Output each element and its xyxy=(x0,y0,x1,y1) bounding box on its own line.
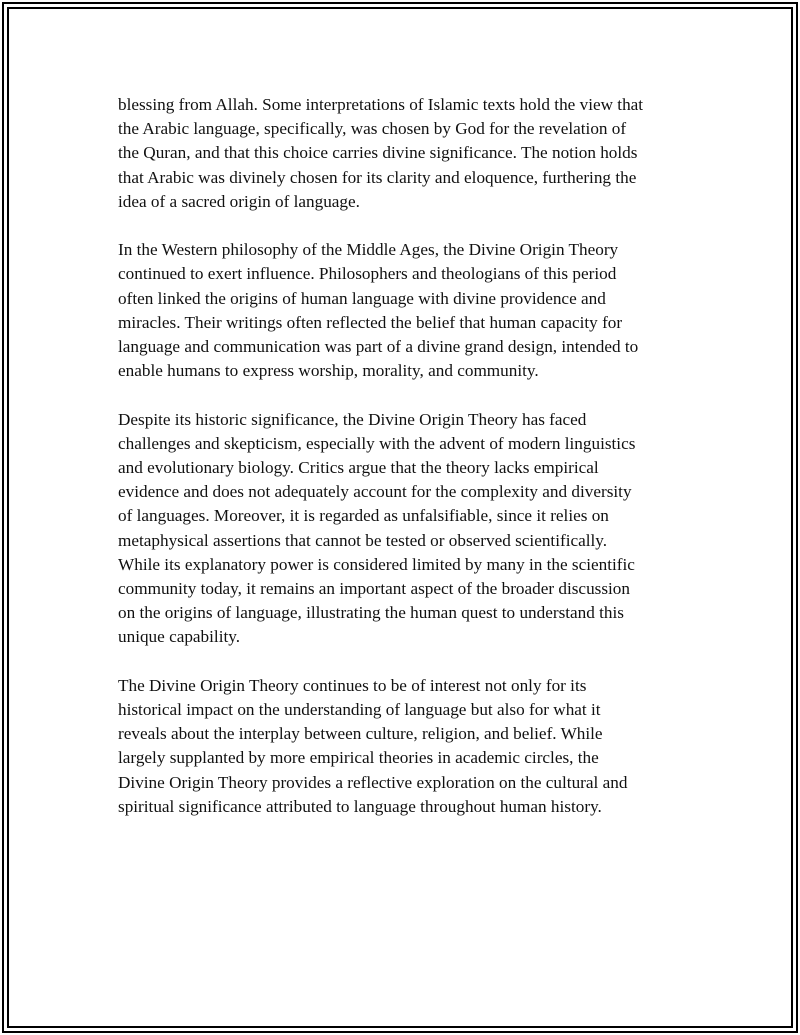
paragraph-3: Despite its historic significance, the Divine Origin Theory has faced challenges and skepticism, especially with the advent of modern linguistics and evolutionary biology. Critics argue that the theory lacks empirical evidence and does not adequately account for the complexity and diversity of languages. Moreover, it is regarded as unfalsifiable, since it relies on metaphysical assertions that cannot be tested or observed scientifically. While its explanatory power is considered limited by many in the scientific community today, it remains an important aspect of the broader discussion on the origins of language, illustrating the human quest to understand this unique capability. xyxy=(118,409,636,647)
paragraph-2: In the Western philosophy of the Middle Ages, the Divine Origin Theory continued to exert influence. Philosophers and theologians of this period often linked the origins of human language with divine providence and miracles. Their writings often reflected the belief that human capacity for language and communication was part of a divine grand design, intended to enable humans to express worship, morality, and community. xyxy=(118,240,639,381)
document-body xyxy=(118,93,690,843)
paragraph-1: blessing from Allah. Some interpretations of Islamic texts hold the view that the Arabic language, specifically, was chosen by God for the revelation of the Quran, and that this choice carries divine significance. The notion holds that Arabic was divinely chosen for its clarity and eloquence, furthering the idea of a sacred origin of language. xyxy=(118,95,644,211)
paragraph-4: The Divine Origin Theory continues to be of interest not only for its historical impact on the understanding of language but also for what it reveals about the interplay between culture, religion, and belief. While largely supplanted by more empirical theories in academic circles, the Divine Origin Theory provides a reflective exploration on the cultural and spiritual significance attributed to language throughout human history. xyxy=(118,675,628,816)
